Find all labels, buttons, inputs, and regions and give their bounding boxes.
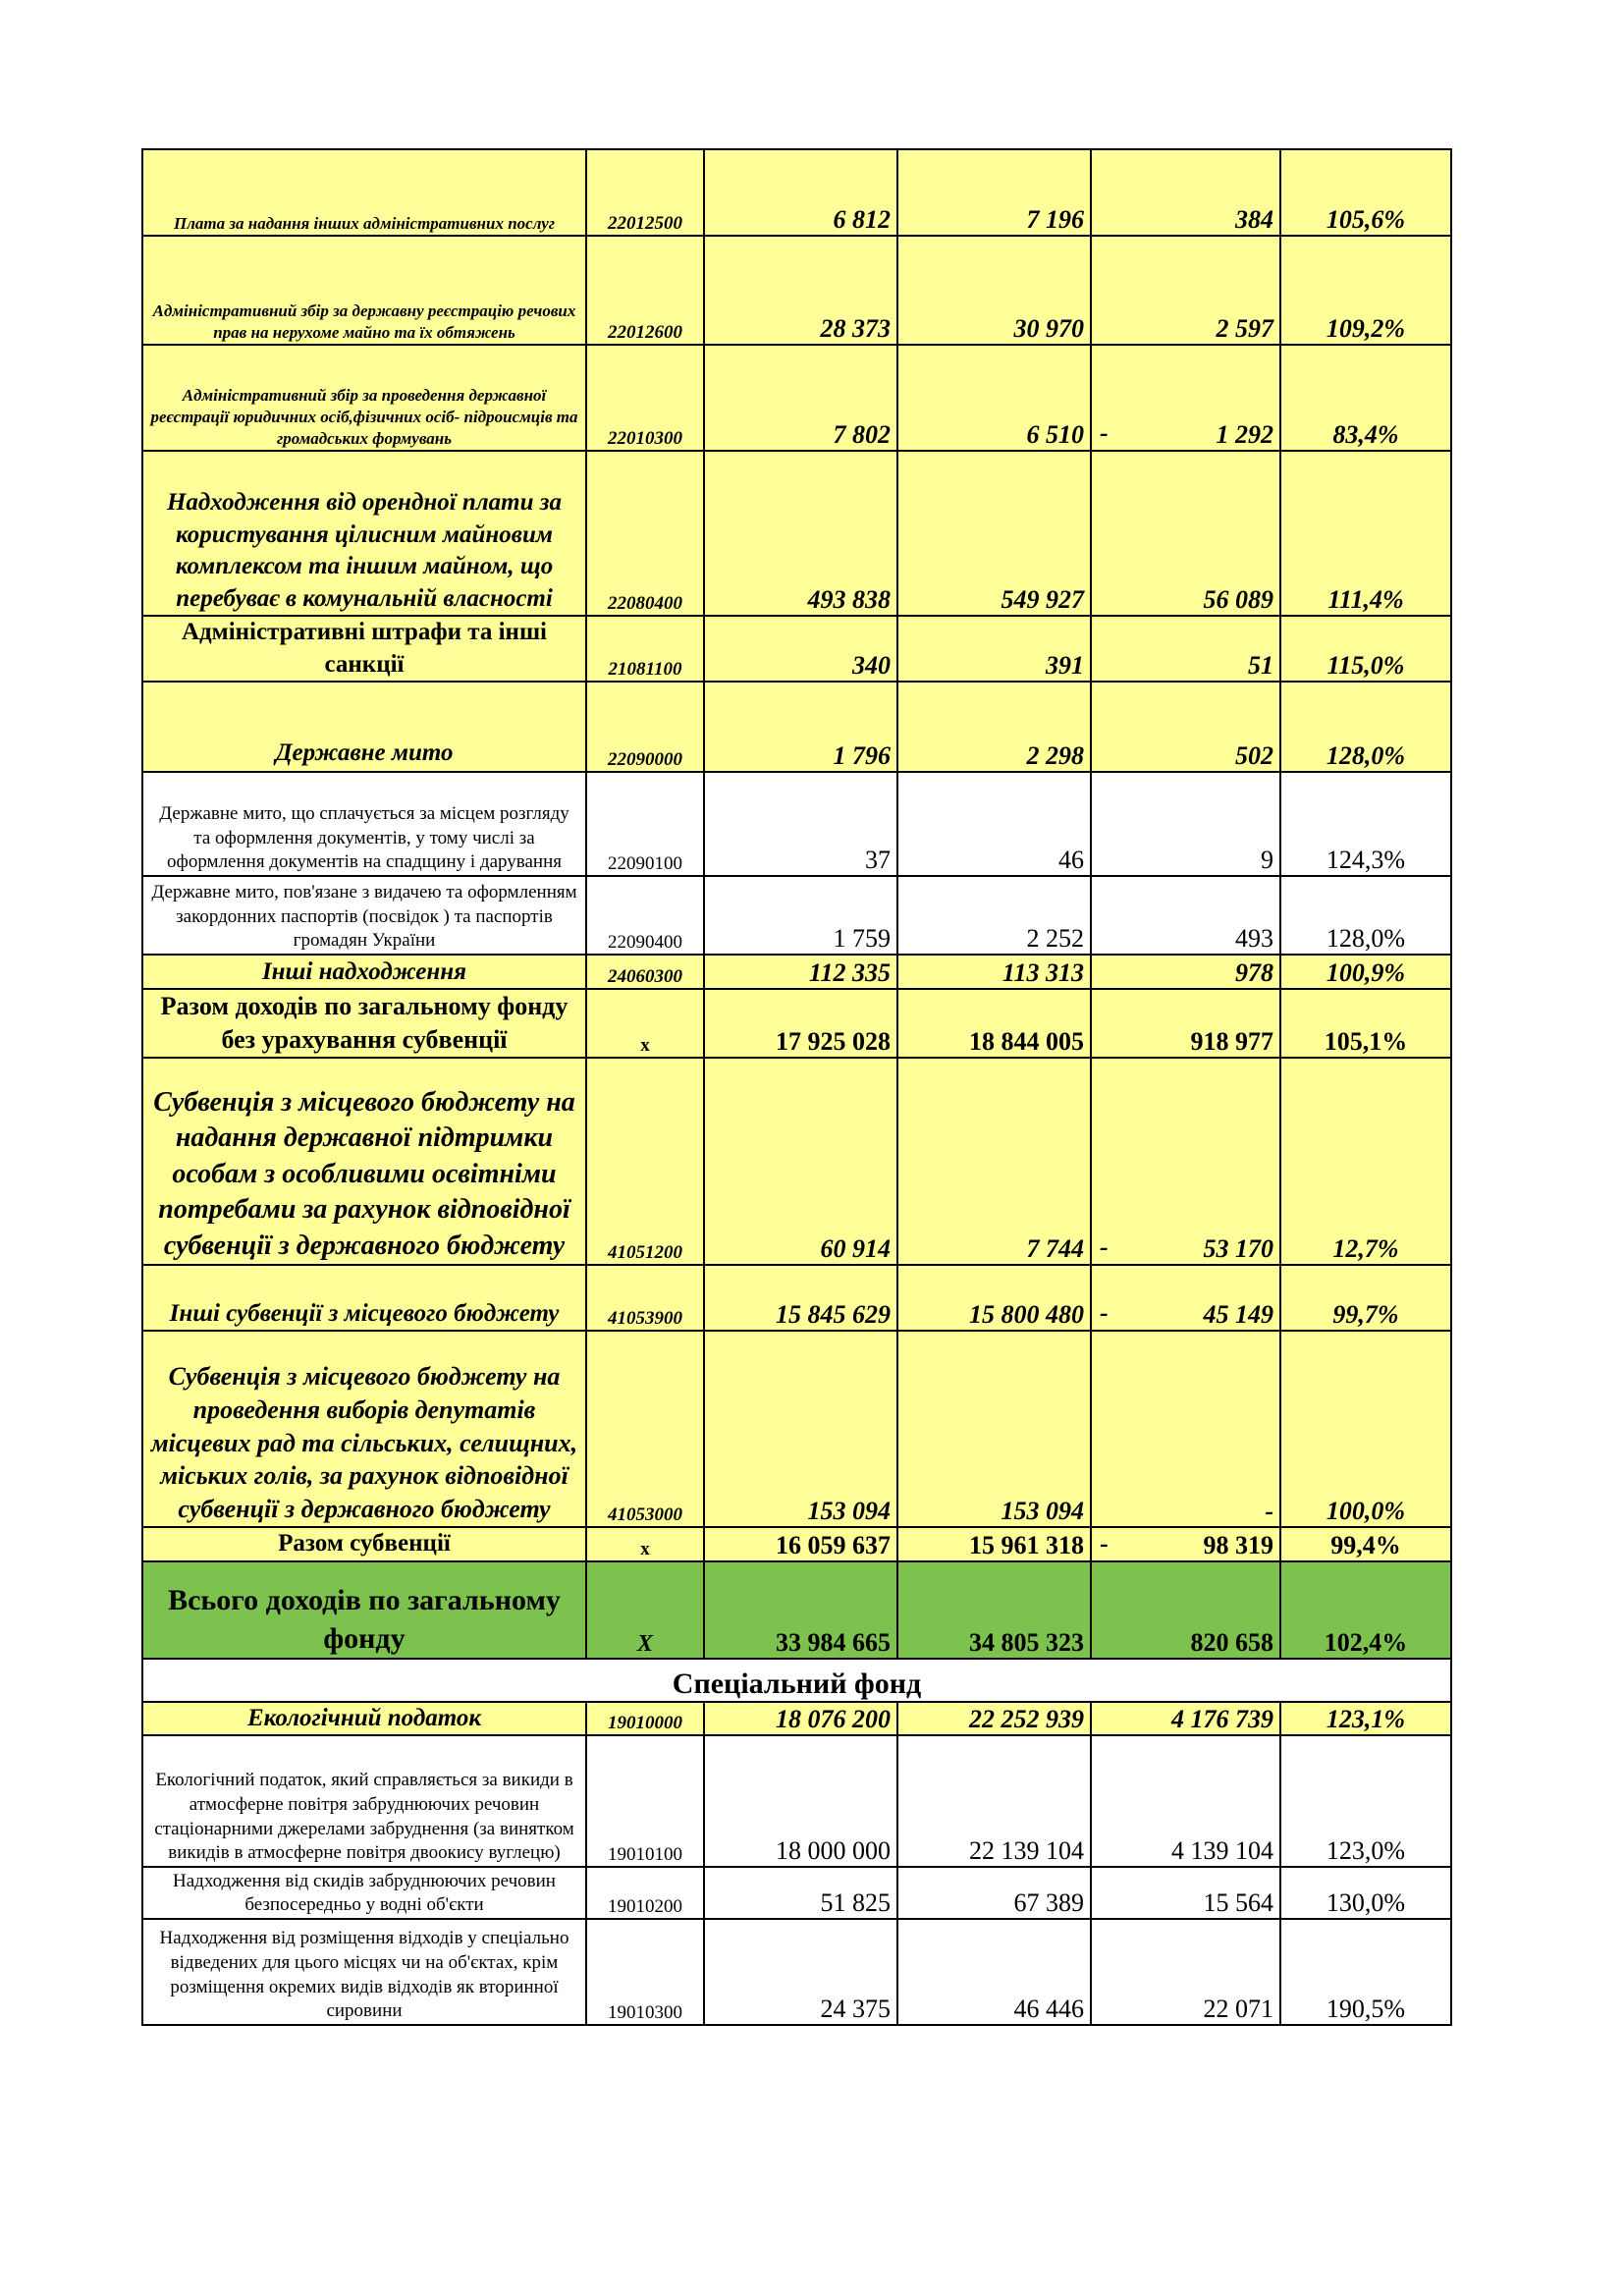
row-diff: 15 564 xyxy=(1091,1867,1280,1919)
row-diff xyxy=(1091,1527,1280,1561)
row-diff: 56 089 xyxy=(1091,451,1280,616)
diff-value: 53 170 xyxy=(1203,1234,1273,1263)
row-fact: 549 927 xyxy=(897,451,1091,616)
section-header-row xyxy=(142,1659,1451,1702)
table-row xyxy=(142,149,1451,236)
table-row xyxy=(142,1867,1451,1919)
table-row xyxy=(142,1527,1451,1561)
row-fact: 46 xyxy=(897,772,1091,876)
row-plan: 28 373 xyxy=(704,236,897,345)
row-name: Адміністративний збір за державну реєстрацію речових прав на нерухоме майно та їх обтяжень xyxy=(142,236,586,345)
row-percent: 130,0% xyxy=(1280,1867,1451,1919)
row-percent: 105,6% xyxy=(1280,149,1451,236)
row-fact: 15 800 480 xyxy=(897,1265,1091,1331)
row-fact: 153 094 xyxy=(897,1331,1091,1527)
row-plan: 15 845 629 xyxy=(704,1265,897,1331)
row-diff: 978 xyxy=(1091,955,1280,989)
diff-value: 45 149 xyxy=(1203,1300,1273,1329)
row-percent: 190,5% xyxy=(1280,1919,1451,2025)
row-percent: 109,2% xyxy=(1280,236,1451,345)
row-name: Субвенція з місцевого бюджету на надання державної підтримки особам з особливими освітніми потребами за рахунок відповідної субвенції з державного бюджету xyxy=(142,1058,586,1265)
row-fact: 7 196 xyxy=(897,149,1091,236)
row-name: Надходження від розміщення відходів у спеціально відведених для цього місцях чи на об'єктах, крім розміщення окремих видів відходів як вторинної сировини xyxy=(142,1919,586,2025)
row-percent: 115,0% xyxy=(1280,616,1451,682)
minus-sign: - xyxy=(1100,1232,1109,1261)
row-percent: 83,4% xyxy=(1280,345,1451,451)
table-row xyxy=(142,955,1451,989)
row-code: х xyxy=(586,989,704,1058)
row-code: 22012500 xyxy=(586,149,704,236)
row-percent: 128,0% xyxy=(1280,682,1451,772)
row-name: Надходження від орендної плати за користування цілисним майновим комплексом та іншим майном, що перебуває в комунальній власності xyxy=(142,451,586,616)
minus-sign: - xyxy=(1100,1528,1109,1558)
row-name: Адміністративний збір за проведення державної реєстрації юридичних осіб,фізичних осіб- підроисмців та громадських формувань xyxy=(142,345,586,451)
row-name: Субвенція з місцевого бюджету на проведення виборів депутатів місцевих рад та сільських, селищних, міських голів, за рахунок відповідної субвенції з державного бюджету xyxy=(142,1331,586,1527)
row-code: Х xyxy=(586,1561,704,1659)
row-percent: 123,1% xyxy=(1280,1702,1451,1736)
row-plan: 18 000 000 xyxy=(704,1735,897,1867)
row-plan: 6 812 xyxy=(704,149,897,236)
row-name: Екологічний податок, який справляється за викиди в атмосферне повітря забруднюючих речовин стаціонарними джерелами забруднення (за винятком викидів в атмосферне повітря двоокису вуглецю) xyxy=(142,1735,586,1867)
row-plan: 18 076 200 xyxy=(704,1702,897,1736)
minus-sign: - xyxy=(1100,418,1109,447)
row-plan: 16 059 637 xyxy=(704,1527,897,1561)
row-code: 22090100 xyxy=(586,772,704,876)
row-percent: 123,0% xyxy=(1280,1735,1451,1867)
row-percent: 100,9% xyxy=(1280,955,1451,989)
row-percent: 111,4% xyxy=(1280,451,1451,616)
row-code: 22010300 xyxy=(586,345,704,451)
row-plan: 17 925 028 xyxy=(704,989,897,1058)
row-name: Адміністративні штрафи та інші санкції xyxy=(142,616,586,682)
row-fact: 391 xyxy=(897,616,1091,682)
row-diff xyxy=(1091,345,1280,451)
row-plan: 153 094 xyxy=(704,1331,897,1527)
row-diff xyxy=(1091,1265,1280,1331)
row-code: 22012600 xyxy=(586,236,704,345)
row-diff: 502 xyxy=(1091,682,1280,772)
table-row xyxy=(142,1702,1451,1736)
diff-value: 1 292 xyxy=(1216,420,1273,449)
row-name: Інші субвенції з місцевого бюджету xyxy=(142,1265,586,1331)
row-code: 22090000 xyxy=(586,682,704,772)
row-name: Плата за надання інших адміністративних послуг xyxy=(142,149,586,236)
row-fact: 2 298 xyxy=(897,682,1091,772)
row-name: Екологічний податок xyxy=(142,1702,586,1736)
table-row xyxy=(142,1331,1451,1527)
row-fact: 6 510 xyxy=(897,345,1091,451)
table-row xyxy=(142,1058,1451,1265)
row-plan: 60 914 xyxy=(704,1058,897,1265)
table-row xyxy=(142,1735,1451,1867)
row-name: Всього доходів по загальному фонду xyxy=(142,1561,586,1659)
row-diff: 4 139 104 xyxy=(1091,1735,1280,1867)
minus-sign: - xyxy=(1100,1298,1109,1327)
row-percent: 12,7% xyxy=(1280,1058,1451,1265)
row-diff: 2 597 xyxy=(1091,236,1280,345)
row-diff: 384 xyxy=(1091,149,1280,236)
row-code: 21081100 xyxy=(586,616,704,682)
table-row xyxy=(142,682,1451,772)
row-code: 22080400 xyxy=(586,451,704,616)
row-diff: 51 xyxy=(1091,616,1280,682)
table-row xyxy=(142,1919,1451,2025)
row-fact: 113 313 xyxy=(897,955,1091,989)
row-plan: 1 759 xyxy=(704,876,897,955)
diff-value: 98 319 xyxy=(1203,1530,1273,1559)
row-fact: 2 252 xyxy=(897,876,1091,955)
row-percent: 102,4% xyxy=(1280,1561,1451,1659)
table-row xyxy=(142,616,1451,682)
row-plan: 493 838 xyxy=(704,451,897,616)
row-plan: 24 375 xyxy=(704,1919,897,2025)
row-percent: 99,4% xyxy=(1280,1527,1451,1561)
row-plan: 112 335 xyxy=(704,955,897,989)
row-name: Державне мито, пов'язане з видачею та оформленням закордонних паспортів (посвідок ) та паспортів громадян України xyxy=(142,876,586,955)
section-title: Спеціальний фонд xyxy=(142,1659,1451,1702)
row-code: 22090400 xyxy=(586,876,704,955)
row-fact: 46 446 xyxy=(897,1919,1091,2025)
table-row xyxy=(142,1561,1451,1659)
row-diff: - xyxy=(1091,1331,1280,1527)
row-name: Разом доходів по загальному фонду без урахування субвенції xyxy=(142,989,586,1058)
table-row xyxy=(142,772,1451,876)
row-code: 19010300 xyxy=(586,1919,704,2025)
row-name: Разом субвенції xyxy=(142,1527,586,1561)
row-diff: 493 xyxy=(1091,876,1280,955)
row-fact: 30 970 xyxy=(897,236,1091,345)
row-code: 41051200 xyxy=(586,1058,704,1265)
row-diff: 820 658 xyxy=(1091,1561,1280,1659)
row-fact: 67 389 xyxy=(897,1867,1091,1919)
row-diff: 918 977 xyxy=(1091,989,1280,1058)
row-plan: 340 xyxy=(704,616,897,682)
table-row xyxy=(142,236,1451,345)
row-percent: 100,0% xyxy=(1280,1331,1451,1527)
row-code: 41053900 xyxy=(586,1265,704,1331)
row-diff: 4 176 739 xyxy=(1091,1702,1280,1736)
row-diff: 22 071 xyxy=(1091,1919,1280,2025)
row-code: 19010200 xyxy=(586,1867,704,1919)
row-diff: 9 xyxy=(1091,772,1280,876)
row-fact: 18 844 005 xyxy=(897,989,1091,1058)
row-code: х xyxy=(586,1527,704,1561)
row-percent: 99,7% xyxy=(1280,1265,1451,1331)
row-plan: 1 796 xyxy=(704,682,897,772)
table-row xyxy=(142,876,1451,955)
table-row xyxy=(142,989,1451,1058)
row-fact: 15 961 318 xyxy=(897,1527,1091,1561)
row-fact: 22 252 939 xyxy=(897,1702,1091,1736)
row-code: 19010100 xyxy=(586,1735,704,1867)
table-row xyxy=(142,1265,1451,1331)
row-percent: 124,3% xyxy=(1280,772,1451,876)
row-fact: 7 744 xyxy=(897,1058,1091,1265)
row-percent: 128,0% xyxy=(1280,876,1451,955)
revenue-table xyxy=(141,148,1452,2026)
row-plan: 33 984 665 xyxy=(704,1561,897,1659)
table-row xyxy=(142,451,1451,616)
row-code: 41053000 xyxy=(586,1331,704,1527)
table-row xyxy=(142,345,1451,451)
row-diff xyxy=(1091,1058,1280,1265)
row-code: 24060300 xyxy=(586,955,704,989)
row-name: Державне мито, що сплачується за місцем розгляду та оформлення документів, у тому числі за оформлення документів на спадщину і дарування xyxy=(142,772,586,876)
row-name: Надходження від скидів забруднюючих речовин безпосередньо у водні об'єкти xyxy=(142,1867,586,1919)
row-name: Державне мито xyxy=(142,682,586,772)
row-plan: 37 xyxy=(704,772,897,876)
row-percent: 105,1% xyxy=(1280,989,1451,1058)
row-plan: 7 802 xyxy=(704,345,897,451)
row-fact: 34 805 323 xyxy=(897,1561,1091,1659)
row-plan: 51 825 xyxy=(704,1867,897,1919)
row-fact: 22 139 104 xyxy=(897,1735,1091,1867)
row-code: 19010000 xyxy=(586,1702,704,1736)
row-name: Інші надходження xyxy=(142,955,586,989)
